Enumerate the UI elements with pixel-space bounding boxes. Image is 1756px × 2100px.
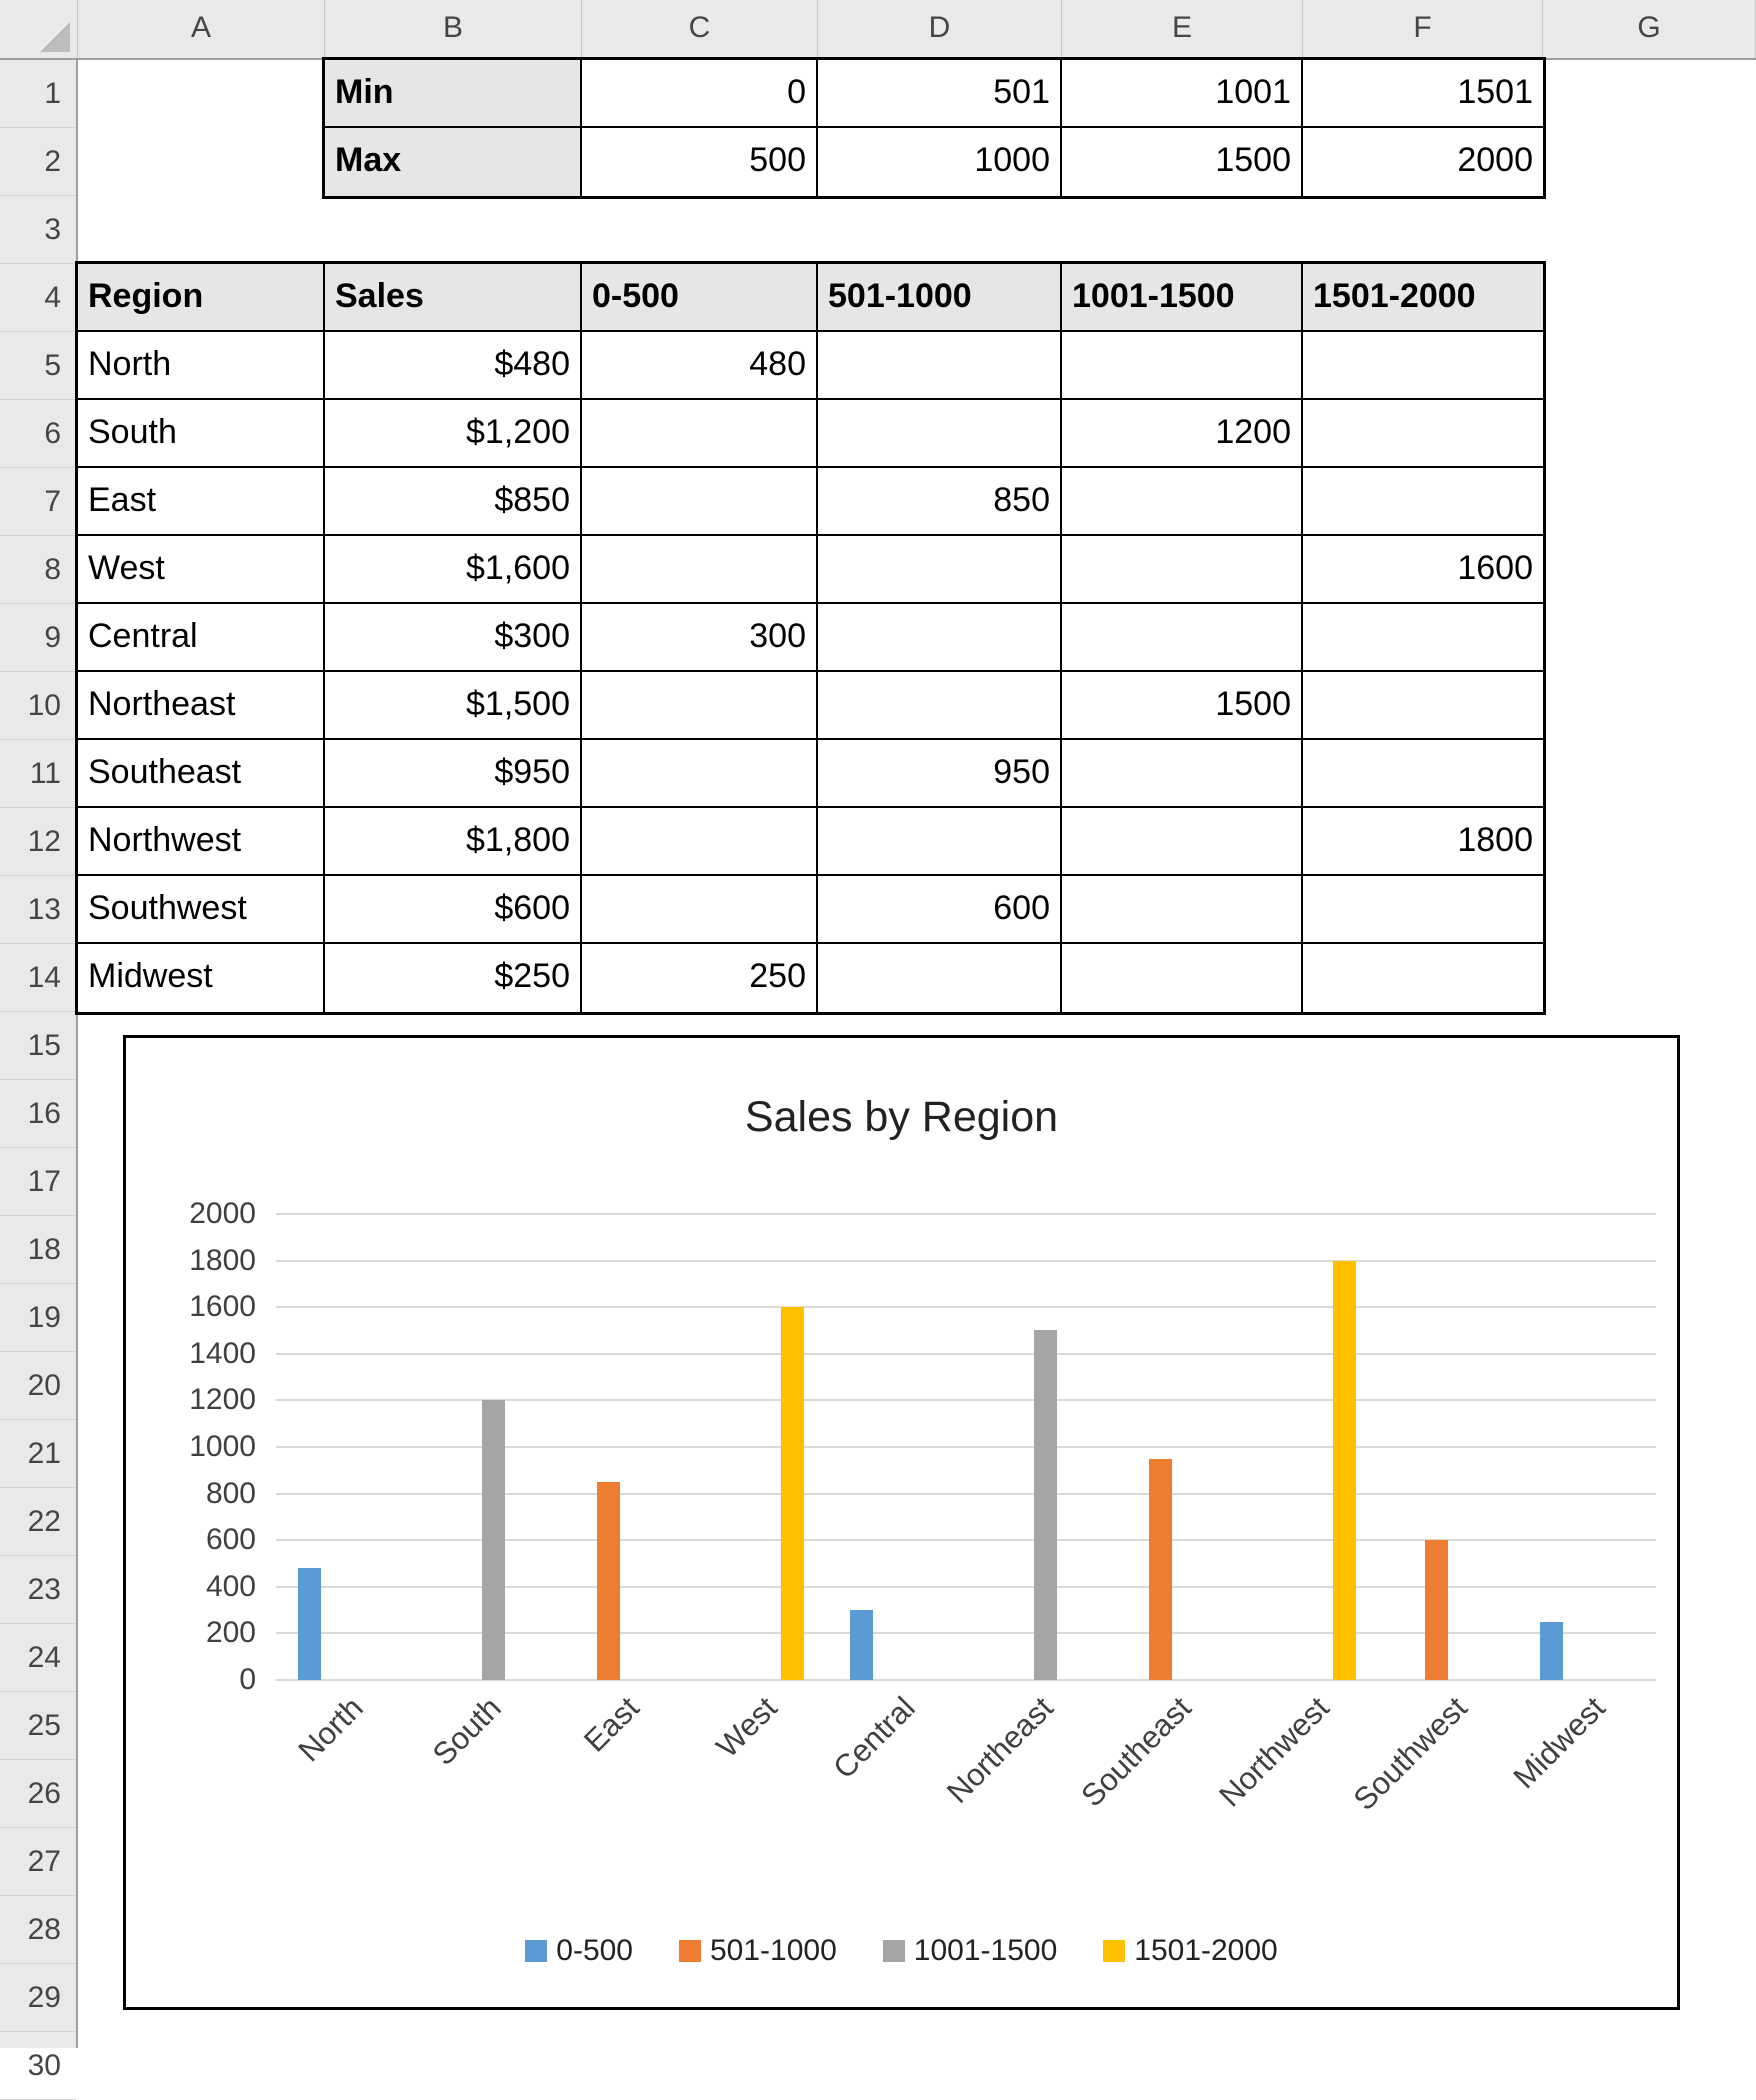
bucket-value-cell[interactable] bbox=[582, 536, 818, 604]
legend-item-1501-2000[interactable] bbox=[1103, 1934, 1277, 1968]
region-table-header[interactable]: 0-500 bbox=[582, 264, 818, 332]
column-header-E[interactable]: E bbox=[1062, 0, 1303, 58]
row-header-column bbox=[0, 60, 78, 2082]
row-header-10[interactable]: 10 bbox=[0, 672, 76, 740]
bucket-value-cell[interactable] bbox=[1062, 944, 1303, 1012]
legend-label: 501-1000 bbox=[710, 1934, 837, 1967]
bucket-value-cell[interactable] bbox=[818, 808, 1062, 876]
column-header-row bbox=[0, 0, 1756, 60]
bucket-value-cell[interactable] bbox=[582, 468, 818, 536]
row-header-5[interactable]: 5 bbox=[0, 332, 76, 400]
minmax-value-cell[interactable]: 1000 bbox=[818, 128, 1062, 196]
bucket-value-cell[interactable]: 250 bbox=[582, 944, 818, 1012]
bucket-value-cell[interactable]: 950 bbox=[818, 740, 1062, 808]
gridline bbox=[276, 1353, 1656, 1355]
row-header-8[interactable]: 8 bbox=[0, 536, 76, 604]
bucket-value-cell[interactable] bbox=[582, 876, 818, 944]
bar-northeast-1001-1500[interactable] bbox=[1034, 1330, 1057, 1680]
minmax-label-max[interactable]: Max bbox=[325, 128, 582, 196]
bucket-value-cell[interactable] bbox=[1303, 604, 1543, 672]
region-table-header[interactable]: 1001-1500 bbox=[1062, 264, 1303, 332]
bar-north-0-500[interactable] bbox=[298, 1568, 321, 1680]
bucket-value-cell[interactable] bbox=[1303, 468, 1543, 536]
row-header-2[interactable]: 2 bbox=[0, 128, 76, 196]
bucket-value-cell[interactable] bbox=[818, 944, 1062, 1012]
row-header-11[interactable]: 11 bbox=[0, 740, 76, 808]
bucket-value-cell[interactable] bbox=[818, 536, 1062, 604]
minmax-value-cell[interactable]: 2000 bbox=[1457, 141, 1533, 179]
region-name-cell[interactable]: East bbox=[78, 468, 325, 536]
bucket-value-cell[interactable] bbox=[818, 604, 1062, 672]
region-table-header[interactable]: 501-1000 bbox=[818, 264, 1062, 332]
legend-item-501-1000[interactable] bbox=[679, 1934, 837, 1968]
row-header-29[interactable]: 29 bbox=[0, 1964, 76, 2032]
bucket-value-cell[interactable] bbox=[818, 400, 1062, 468]
bucket-value-cell[interactable]: 1600 bbox=[1303, 536, 1543, 604]
sales-value-cell[interactable]: $600 bbox=[325, 876, 582, 944]
row-header-12[interactable]: 12 bbox=[0, 808, 76, 876]
region-name-cell[interactable]: Northwest bbox=[78, 808, 325, 876]
bucket-value-cell[interactable] bbox=[1303, 672, 1543, 740]
bucket-value-cell[interactable] bbox=[1062, 332, 1303, 400]
bucket-value-cell[interactable] bbox=[1062, 536, 1303, 604]
row-header-13[interactable]: 13 bbox=[0, 876, 76, 944]
bucket-value-cell[interactable]: 600 bbox=[818, 876, 1062, 944]
bar-central-0-500[interactable] bbox=[850, 1610, 873, 1680]
row-header-7[interactable]: 7 bbox=[0, 468, 76, 536]
row-header-24[interactable]: 24 bbox=[0, 1624, 76, 1692]
minmax-value-cell[interactable]: 501 bbox=[818, 60, 1062, 128]
row-header-1[interactable]: 1 bbox=[0, 60, 76, 128]
minmax-value-cell[interactable]: 0 bbox=[582, 60, 818, 128]
y-axis-label: 2000 bbox=[189, 1197, 256, 1230]
column-header-A[interactable]: A bbox=[78, 0, 325, 58]
y-axis-label: 800 bbox=[205, 1476, 256, 1510]
row-header-22[interactable]: 22 bbox=[0, 1488, 76, 1556]
bucket-value-cell[interactable] bbox=[1303, 876, 1543, 944]
bucket-value-cell[interactable]: 1200 bbox=[1062, 400, 1303, 468]
legend-label: 1501-2000 bbox=[1134, 1934, 1278, 1967]
region-name-cell[interactable]: Southeast bbox=[78, 740, 325, 808]
row-header-17[interactable]: 17 bbox=[0, 1148, 76, 1216]
y-axis-label: 400 bbox=[205, 1569, 256, 1603]
sales-value-cell[interactable]: $1,500 bbox=[325, 672, 582, 740]
bucket-value-cell[interactable] bbox=[1062, 604, 1303, 672]
column-header-C[interactable]: C bbox=[582, 0, 818, 58]
bar-south-1001-1500[interactable] bbox=[482, 1400, 505, 1680]
region-name-cell[interactable]: South bbox=[78, 400, 325, 468]
minmax-label-min[interactable]: Min bbox=[325, 60, 582, 128]
region-name-cell[interactable]: Northeast bbox=[78, 672, 325, 740]
bucket-value-cell[interactable] bbox=[818, 672, 1062, 740]
region-name-cell[interactable]: Central bbox=[78, 604, 325, 672]
chart[interactable] bbox=[123, 1035, 1680, 2010]
bucket-value-cell[interactable]: 1800 bbox=[1303, 808, 1543, 876]
column-header-B[interactable]: B bbox=[325, 0, 582, 58]
bucket-value-cell[interactable]: 300 bbox=[582, 604, 818, 672]
bucket-value-cell[interactable]: 850 bbox=[818, 468, 1062, 536]
row-header-19[interactable]: 19 bbox=[0, 1284, 76, 1352]
bar-southeast-501-1000[interactable] bbox=[1149, 1459, 1172, 1680]
bucket-value-cell[interactable] bbox=[818, 332, 1062, 400]
region-table-header[interactable]: Region bbox=[78, 264, 325, 332]
column-header-G[interactable]: G bbox=[1543, 0, 1756, 58]
y-axis-label: 1000 bbox=[189, 1430, 256, 1463]
bucket-value-cell[interactable] bbox=[1303, 944, 1543, 1012]
row-header-23[interactable]: 23 bbox=[0, 1556, 76, 1624]
gridline bbox=[276, 1213, 1656, 1215]
bucket-value-cell[interactable] bbox=[1303, 740, 1543, 808]
legend-swatch-icon bbox=[883, 1940, 905, 1962]
sales-value-cell[interactable]: $1,800 bbox=[325, 808, 582, 876]
x-axis-label-north: North bbox=[291, 1690, 370, 1769]
x-axis-label-northwest: Northwest bbox=[1212, 1690, 1336, 1814]
row-header-18[interactable]: 18 bbox=[0, 1216, 76, 1284]
bar-midwest-0-500[interactable] bbox=[1540, 1622, 1563, 1680]
y-axis-label: 200 bbox=[205, 1616, 256, 1650]
bucket-value-cell[interactable] bbox=[582, 672, 818, 740]
row-header-27[interactable]: 27 bbox=[0, 1828, 76, 1896]
region-name-cell[interactable]: Midwest bbox=[78, 944, 325, 1012]
sales-value-cell[interactable]: $1,600 bbox=[325, 536, 582, 604]
x-axis-label-northeast: Northeast bbox=[939, 1690, 1060, 1810]
region-table-header[interactable]: 1501-2000 bbox=[1303, 264, 1543, 332]
select-all-triangle-icon bbox=[40, 22, 70, 52]
y-axis-label: 1800 bbox=[189, 1243, 256, 1277]
x-axis-label-southeast: Southeast bbox=[1074, 1690, 1198, 1814]
bucket-value-cell[interactable] bbox=[1062, 468, 1303, 536]
x-axis-label-west: West bbox=[709, 1690, 784, 1765]
region-name-cell[interactable]: West bbox=[78, 536, 325, 604]
y-axis-label: 0 bbox=[239, 1663, 256, 1696]
legend-label: 0-500 bbox=[556, 1934, 633, 1967]
y-axis-label: 600 bbox=[205, 1523, 256, 1557]
row-header-26[interactable]: 26 bbox=[0, 1760, 76, 1828]
bucket-value-cell[interactable] bbox=[1062, 808, 1303, 876]
bar-east-501-1000[interactable] bbox=[597, 1482, 620, 1680]
row-header-30[interactable]: 30 bbox=[0, 2032, 76, 2100]
column-header-F[interactable]: F bbox=[1303, 0, 1543, 58]
row-header-21[interactable]: 21 bbox=[0, 1420, 76, 1488]
bucket-value-cell[interactable] bbox=[582, 808, 818, 876]
region-table bbox=[75, 261, 1546, 1015]
sales-value-cell[interactable]: $850 bbox=[325, 468, 582, 536]
row-header-6[interactable]: 6 bbox=[0, 400, 76, 468]
y-axis-label: 1200 bbox=[189, 1383, 256, 1417]
minmax-value-cell[interactable]: 500 bbox=[582, 128, 818, 196]
gridline bbox=[276, 1306, 1656, 1308]
bar-southwest-501-1000[interactable] bbox=[1425, 1540, 1448, 1680]
gridline bbox=[276, 1260, 1656, 1262]
legend-swatch-icon bbox=[1103, 1940, 1125, 1962]
legend-item-1001-1500[interactable] bbox=[883, 1934, 1057, 1968]
chart-legend bbox=[126, 1934, 1677, 1968]
x-axis-label-midwest: Midwest bbox=[1506, 1690, 1612, 1796]
sales-value-cell[interactable]: $300 bbox=[325, 604, 582, 672]
bucket-value-cell[interactable]: 1500 bbox=[1062, 672, 1303, 740]
sales-value-cell[interactable]: $950 bbox=[325, 740, 582, 808]
bucket-value-cell[interactable] bbox=[1303, 332, 1543, 400]
region-name-cell[interactable]: Southwest bbox=[78, 876, 325, 944]
legend-swatch-icon bbox=[525, 1940, 547, 1962]
row-header-4[interactable]: 4 bbox=[0, 264, 76, 332]
bar-northwest-1501-2000[interactable] bbox=[1333, 1261, 1356, 1680]
x-axis-label-southwest: Southwest bbox=[1346, 1690, 1474, 1818]
column-header-D[interactable]: D bbox=[818, 0, 1062, 58]
minmax-value-cell[interactable]: 1501 bbox=[1303, 60, 1543, 128]
legend-swatch-icon bbox=[679, 1940, 701, 1962]
row-header-3[interactable]: 3 bbox=[0, 196, 76, 264]
select-all-corner[interactable] bbox=[0, 0, 78, 58]
bucket-value-cell[interactable]: 480 bbox=[582, 332, 818, 400]
row-header-9[interactable]: 9 bbox=[0, 604, 76, 672]
sales-value-cell[interactable]: $250 bbox=[325, 944, 582, 1012]
y-axis-label: 1600 bbox=[189, 1290, 256, 1324]
region-table-header[interactable]: Sales bbox=[325, 264, 582, 332]
sales-value-cell[interactable]: $480 bbox=[325, 332, 582, 400]
sales-value-cell[interactable]: $1,200 bbox=[325, 400, 582, 468]
row-header-14[interactable]: 14 bbox=[0, 944, 76, 1012]
legend-item-0-500[interactable] bbox=[525, 1934, 633, 1968]
minmax-value-cell[interactable]: 1500 bbox=[1062, 128, 1303, 196]
bucket-value-cell[interactable] bbox=[582, 740, 818, 808]
row-header-25[interactable]: 25 bbox=[0, 1692, 76, 1760]
row-header-16[interactable]: 16 bbox=[0, 1080, 76, 1148]
minmax-value-cell[interactable]: 1001 bbox=[1062, 60, 1303, 128]
x-axis-label-east: East bbox=[577, 1690, 646, 1759]
x-axis-label-south: South bbox=[425, 1690, 508, 1773]
region-name-cell[interactable]: North bbox=[78, 332, 325, 400]
bucket-value-cell[interactable] bbox=[582, 400, 818, 468]
legend-label: 1001-1500 bbox=[913, 1934, 1058, 1967]
row-header-15[interactable]: 15 bbox=[0, 1012, 76, 1080]
bucket-value-cell[interactable] bbox=[1062, 876, 1303, 944]
y-axis-label: 1400 bbox=[189, 1336, 256, 1370]
bucket-value-cell[interactable] bbox=[1303, 400, 1543, 468]
minmax-table bbox=[322, 57, 1546, 199]
bar-west-1501-2000[interactable] bbox=[781, 1307, 804, 1680]
chart-title[interactable]: Sales by Region bbox=[744, 1093, 1059, 1141]
row-header-20[interactable]: 20 bbox=[0, 1352, 76, 1420]
row-header-28[interactable]: 28 bbox=[0, 1896, 76, 1964]
bucket-value-cell[interactable] bbox=[1062, 740, 1303, 808]
x-axis-label-central: Central bbox=[826, 1690, 922, 1786]
